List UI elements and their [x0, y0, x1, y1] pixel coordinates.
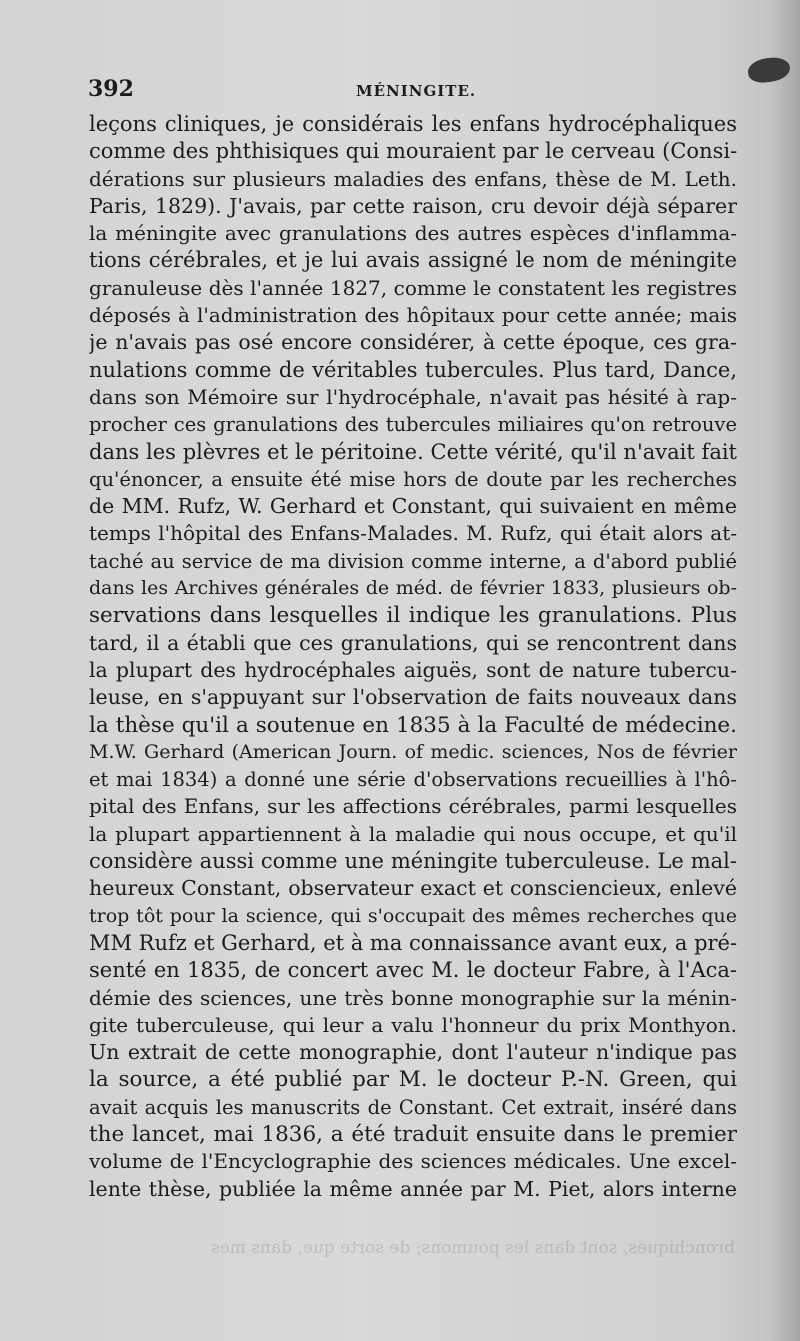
text-line: la méningite avec granulations des autres espèces d'inflamma-: [89, 221, 737, 246]
text-line: M.W. Gerhard (American Journ. of medic. sciences, Nos de février: [89, 740, 737, 763]
text-line: trop tôt pour la science, qui s'occupait des mêmes recherches que: [89, 904, 737, 927]
body-text: [89, 111, 737, 1203]
text-line: dans son Mémoire sur l'hydrocéphale, n'avait pas hésité à rap-: [89, 384, 737, 409]
text-line: heureux Constant, observateur exact et consciencieux, enlevé: [89, 876, 737, 901]
text-line: Paris, 1829). J'avais, par cette raison, cru devoir déjà séparer: [89, 193, 737, 218]
text-line: volume de l'Encyclographie des sciences médicales. Une excel-: [89, 1149, 737, 1174]
text-line: leuse, en s'appuyant sur l'observation de faits nouveaux dans: [89, 685, 737, 710]
text-line: taché au service de ma division comme interne, a d'abord publié: [89, 549, 737, 573]
text-line: gite tuberculeuse, qui leur a valu l'honneur du prix Monthyon.: [89, 1012, 737, 1037]
text-line: la plupart appartiennent à la maladie qui nous occupe, et qu'il: [89, 821, 737, 846]
running-head: MÉNINGITE.: [356, 82, 477, 100]
text-line: dérations sur plusieurs maladies des enfans, thèse de M. Leth.: [89, 166, 737, 191]
text-line: dans les plèvres et le péritoine. Cette vérité, qu'il n'avait fait: [89, 439, 737, 464]
text-line: MM Rufz et Gerhard, et à ma connaissance avant eux, a pré-: [89, 930, 737, 955]
text-line: dans les Archives générales de méd. de février 1833, plusieurs ob-: [89, 577, 737, 600]
page-number: 392: [88, 76, 134, 102]
text-line: qu'énoncer, a ensuite été mise hors de doute par les recherches: [89, 467, 737, 491]
text-line: démie des sciences, une très bonne monographie sur la ménin-: [89, 985, 737, 1010]
text-line: temps l'hôpital des Enfans-Malades. M. Rufz, qui était alors at-: [89, 521, 737, 546]
text-line: leçons cliniques, je considérais les enfans hydrocéphaliques: [89, 112, 737, 136]
text-line: considère aussi comme une méningite tuberculeuse. Le mal-: [89, 849, 737, 874]
text-line: déposés à l'administration des hôpitaux pour cette année; mais: [89, 303, 737, 328]
text-line: la source, a été publié par M. le docteur P.-N. Green, qui: [89, 1067, 737, 1093]
text-line: je n'avais pas osé encore considérer, à cette époque, ces gra-: [89, 330, 737, 355]
text-line: tard, il a établi que ces granulations, qui se rencontrent dans: [89, 630, 737, 655]
text-line: Un extrait de cette monographie, dont l'auteur n'indique pas: [89, 1040, 737, 1065]
text-line: la plupart des hydrocéphales aiguës, sont de nature tubercu-: [89, 657, 737, 682]
page-shadow: [770, 0, 800, 1341]
text-line: la thèse qu'il a soutenue en 1835 à la Faculté de médecine.: [89, 712, 737, 738]
text-line: de MM. Rufz, W. Gerhard et Constant, qui suivaient en même: [89, 494, 737, 519]
text-line: the lancet, mai 1836, a été traduit ensuite dans le premier: [89, 1121, 737, 1147]
text-line: pital des Enfans, sur les affections cérébrales, parmi lesquelles: [89, 794, 737, 819]
text-line: tions cérébrales, et je lui avais assigné le nom de méningite: [89, 248, 737, 273]
text-line: procher ces granulations des tubercules miliaires qu'on retrouve: [89, 413, 737, 437]
bleed-through-text: bronchiques, sont dans les poumons; de sorte que, dans mes: [210, 1238, 735, 1258]
text-line: lente thèse, publiée la même année par M. Piet, alors interne: [89, 1176, 737, 1201]
page-header: [88, 76, 748, 106]
text-line: nulations comme de véritables tubercules. Plus tard, Dance,: [89, 357, 737, 382]
text-line: senté en 1835, de concert avec M. le docteur Fabre, à l'Aca-: [89, 958, 737, 983]
text-line: comme des phthisiques qui mouraient par le cerveau (Consi-: [89, 139, 737, 164]
text-line: avait acquis les manuscrits de Constant. Cet extrait, inséré dans: [89, 1095, 737, 1119]
text-line: et mai 1834) a donné une série d'observations recueillies à l'hô-: [89, 768, 737, 792]
text-line: granuleuse dès l'année 1827, comme le constatent les registres: [89, 275, 737, 300]
text-line: servations dans lesquelles il indique les granulations. Plus: [89, 603, 737, 629]
